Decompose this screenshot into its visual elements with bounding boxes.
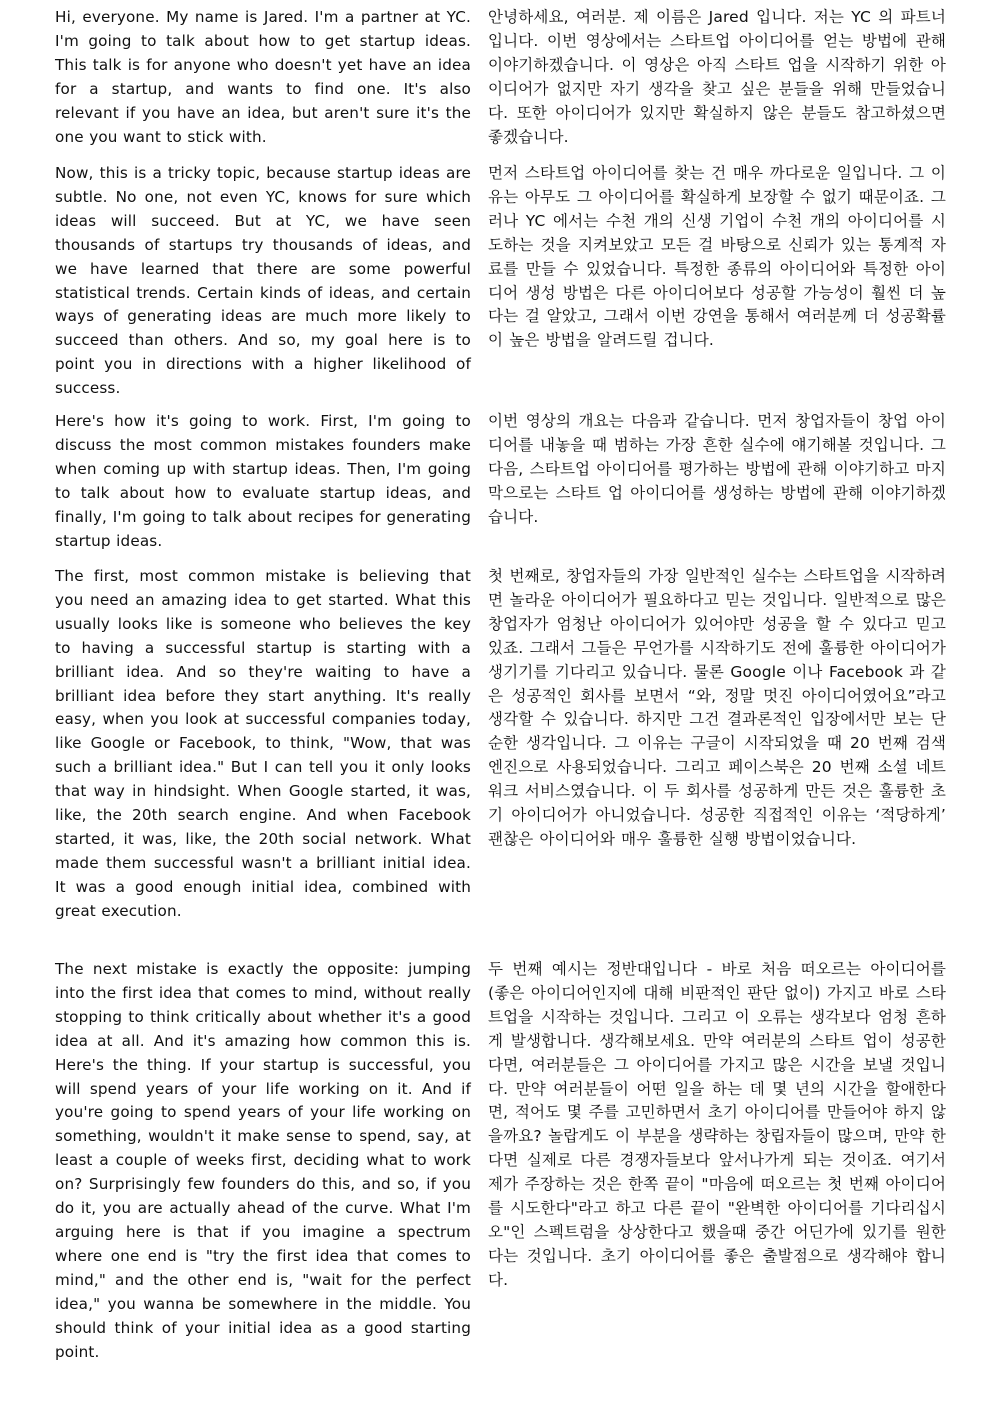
paragraph-row-first-mistake [55, 565, 945, 948]
paragraph-row-intro [55, 6, 945, 152]
korean-paragraph: 첫 번째로, 창업자들의 가장 일반적인 실수는 스타트업을 시작하려면 놀라운 아이디어가 필요하다고 믿는 것입니다. 일반적으로 많은 창업자가 엄청난 아이디어가 있어야만 성공을 할 수 있다고 믿고 있죠. 그래서 그들은 무언가를 시작하기도 전에 훌륭한 아이디어가 생기기를 기다리고 있습니다. 물론 Google 이나 Facebook 과 같은 성공적인 회사를 보면서 “와, 정말 멋진 아이디어였어요”라고 생각할 수 있습니다. 하지만 그건 결과론적인 입장에서만 보는 단순한 생각입니다. 그 이유는 구글이 시작되었을 때 20 번째 검색 엔진으로 사용되었습니다. 그리고 페이스북은 20 번째 소셜 네트워크 서비스였습니다. 이 두 회사를 성공하게 만든 것은 훌륭한 초기 아이디어가 아니었습니다. 성공한 직접적인 이유는 ‘적당하게’ 괜찮은 아이디어와 매우 훌륭한 실행 방법이었습니다. [488, 567, 946, 848]
english-paragraph: Here's how it's going to work. First, I'm going to discuss the most common mistakes founders make when coming up with startup ideas. Then, I'm going to talk about how to evaluate startup ideas, and finally, I'm going to talk about recipes for generating startup ideas. [55, 412, 471, 550]
english-paragraph: The first, most common mistake is believing that you need an amazing idea to get started. What this usually looks like is someone who believes the key to having a successful startup is starting with a brilliant idea. And so they're waiting to have a brilliant idea before they start anything. It's really easy, when you look at successful companies today, like Google or Facebook, to think, "Wow, that was such a brilliant idea." But I can tell you it only looks that way in hindsight. When Google started, it was, like, the 20th search engine. And when Facebook started, it was, like, the 20th social network. What made them successful wasn't a brilliant initial idea. It was a good enough initial idea, combined with great execution. [55, 567, 471, 920]
paragraph-row-overview [55, 410, 945, 555]
paragraph-row-tricky-topic [55, 162, 945, 400]
english-paragraph: Now, this is a tricky topic, because startup ideas are subtle. No one, not even YC, knows for sure which ideas will succeed. But at YC, we have seen thousands of startups try thousands of ideas, and we have learned that there are some powerful statistical trends. Certain kinds of ideas, and certain ways of generating ideas are much more likely to succeed than others. And so, my goal here is to point you in directions with a higher likelihood of success. [55, 164, 471, 398]
bilingual-transcript [55, 6, 945, 1368]
paragraph-row-next-mistake [55, 958, 946, 1361]
korean-paragraph: 이번 영상의 개요는 다음과 같습니다. 먼저 창업자들이 창업 아이디어를 내놓을 때 범하는 가장 흔한 실수에 얘기해볼 것입니다. 그다음, 스타트업 아이디어를 평가하는 방법에 관해 이야기하고 마지막으로는 스타트 업 아이디어를 생성하는 방법에 관해 이야기하겠습니다. [488, 412, 946, 526]
english-paragraph: Hi, everyone. My name is Jared. I'm a partner at YC. I'm going to talk about how to get startup ideas. This talk is for anyone who doesn't yet have an idea for a startup, and wants to find one. It's also relevant if you have an idea, but aren't sure it's the one you want to stick with. [55, 8, 471, 146]
korean-paragraph: 안녕하세요, 여러분. 제 이름은 Jared 입니다. 저는 YC 의 파트너입니다. 이번 영상에서는 스타트업 아이디어를 얻는 방법에 관해 이야기하겠습니다. 이 영상은 아직 스타트 업을 시작하기 위한 아이디어가 없지만 자기 생각을 찾고 싶은 분들을 위해 만들었습니다. 또한 아이디어가 있지만 확실하지 않은 분들도 참고하셨으면 좋겠습니다. [488, 8, 946, 146]
korean-paragraph: 두 번째 예시는 정반대입니다 - 바로 처음 떠오르는 아이디어를 (좋은 아이디어인지에 대해 비판적인 판단 없이) 가지고 바로 스타트업을 시작하는 것입니다. 그리고 이 오류는 생각보다 엄청 흔하게 발생합니다. 생각해보세요. 만약 여러분의 스타트 업이 성공한다면, 여러분들은 그 아이디어를 가지고 많은 시간을 보낼 것입니다. 만약 여러분들이 어떤 일을 하는 데 몇 년의 시간을 할애한다면, 적어도 몇 주를 고민하면서 초기 아이디어를 만들어야 하지 않을까요? 놀랍게도 이 부분을 생략하는 창립자들이 많으며, 만약 한다면 실제로 다른 경쟁자들보다 앞서나가게 되는 것이죠. 여기서 제가 주장하는 것은 한쪽 끝이 "마음에 떠오르는 첫 번째 아이디어를 시도한다"라고 하고 다른 끝이 "완벽한 아이디어를 기다리십시오"인 스펙트럼을 상상한다고 했을때 중간 어딘가에 있기를 원한다는 것입니다. 초기 아이디어를 좋은 출발점으로 생각해야 합니다. [488, 960, 946, 1289]
korean-paragraph: 먼저 스타트업 아이디어를 찾는 건 매우 까다로운 일입니다. 그 이유는 아무도 그 아이디어를 확실하게 보장할 수 없기 때문이죠. 그러나 YC 에서는 수천 개의 신생 기업이 수천 개의 아이디어를 시도하는 것을 지켜보았고 모든 걸 바탕으로 신뢰가 있는 통계적 자료를 만들 수 있었습니다. 특정한 종류의 아이디어와 특정한 아이디어 생성 방법은 다른 아이디어보다 성공할 가능성이 훨씬 더 높다는 걸 알았고, 그래서 이번 강연을 통해서 여러분께 더 성공확률이 높은 방법을 알려드릴 겁니다. [488, 164, 946, 350]
english-paragraph: The next mistake is exactly the opposite: jumping into the first idea that comes to mind, without really stopping to think critically about whether it's a good idea at all. And it's amazing how common this is. Here's the thing. If your startup is successful, you will spend years of your life working on it. And if you're going to spend years of your life working on something, wouldn't it make sense to spend, say, at least a couple of weeks first, deciding what to work on? Surprisingly few founders do this, and so, if you do it, you are actually ahead of the curve. What I'm arguing here is that if you imagine a spectrum where one end is "try the first idea that comes to mind," and the other end is, "wait for the perfect idea," you wanna be somewhere in the middle. You should think of your initial idea as a good starting point. [55, 960, 471, 1361]
